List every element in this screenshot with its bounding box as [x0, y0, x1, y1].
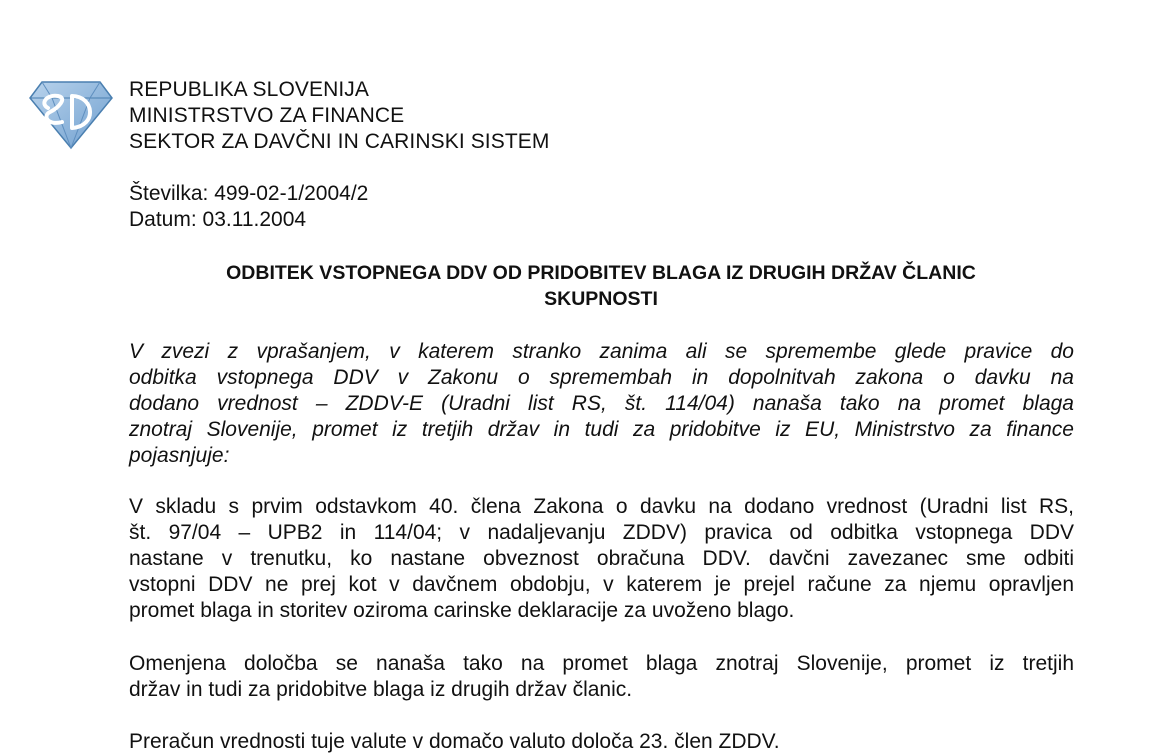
ministry-logo-icon [28, 78, 114, 150]
document-number: Številka: 499-02-1/2004/2 [129, 182, 369, 205]
paragraph-scope [129, 651, 1074, 703]
paragraph-line: vstopni DDV ne prej kot v davčnem obdobju, v katerem je prejel račune za njemu opravljen [129, 573, 1074, 596]
document-meta [129, 181, 368, 233]
document-title [129, 260, 1073, 312]
paragraph-currency [129, 729, 1074, 755]
paragraph-line: nastane v trenutku, ko nastane obveznost obračuna DDV. davčni zavezanec sme odbiti [129, 547, 1074, 570]
paragraph-question [129, 339, 1074, 469]
paragraph-line: znotraj Slovenije, promet iz tretjih držav in tudi za pridobitve iz EU, Ministrstvo za finance [129, 418, 1074, 441]
paragraph-line: odbitka vstopnega DDV v Zakonu o spremembah in dopolnitvah zakona o davku na [129, 366, 1074, 389]
paragraph-line: V skladu s prvim odstavkom 40. člena Zakona o davku na dodano vrednost (Uradni list RS, [129, 495, 1074, 518]
header-sector: SEKTOR ZA DAVČNI IN CARINSKI SISTEM [129, 130, 550, 153]
title-line-1: ODBITEK VSTOPNEGA DDV OD PRIDOBITEV BLAGA IZ DRUGIH DRŽAV ČLANIC [226, 262, 976, 284]
paragraph-line: pojasnjuje: [129, 444, 230, 467]
paragraph-legal-basis [129, 494, 1074, 624]
document-header [129, 77, 549, 155]
paragraph-line: št. 97/04 – UPB2 in 114/04; v nadaljevanju ZDDV) pravica od odbitka vstopnega DDV [129, 521, 1074, 544]
header-ministry: MINISTRSTVO ZA FINANCE [129, 104, 405, 127]
paragraph-line: držav in tudi za pridobitve blaga iz drugih držav članic. [129, 678, 633, 701]
header-country: REPUBLIKA SLOVENIJA [129, 78, 369, 101]
paragraph-line: Omenjena določba se nanaša tako na promet blaga znotraj Slovenije, promet iz tretjih [129, 652, 1074, 675]
paragraph-line: V zvezi z vprašanjem, v katerem stranko zanima ali se spremembe glede pravice do [129, 340, 1074, 363]
paragraph-line: Preračun vrednosti tuje valute v domačo valuto določa 23. člen ZDDV. [129, 730, 780, 753]
document-date: Datum: 03.11.2004 [129, 208, 307, 231]
paragraph-line: promet blaga in storitev oziroma carinske deklaracije za uvoženo blago. [129, 599, 795, 622]
title-line-2: SKUPNOSTI [544, 288, 658, 310]
paragraph-line: dodano vrednost – ZDDV-E (Uradni list RS, št. 114/04) nanaša tako na promet blaga [129, 392, 1074, 415]
